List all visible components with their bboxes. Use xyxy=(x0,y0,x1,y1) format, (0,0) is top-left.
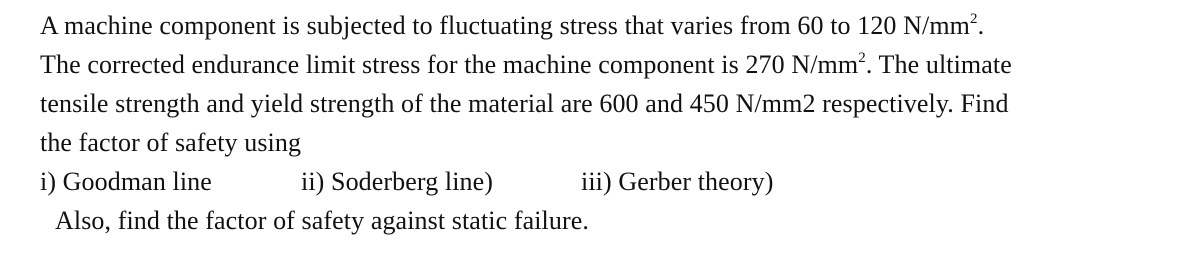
line-1-text: A machine component is subjected to fluctuating stress that varies from 60 to 120 N/mm xyxy=(40,11,970,40)
problem-line-1 xyxy=(40,6,1190,45)
superscript-2: 2 xyxy=(858,50,866,66)
problem-line-3: tensile strength and yield strength of the material are 600 and 450 N/mm2 respectively. Find xyxy=(40,89,1009,118)
option-soderberg: ii) Soderberg line) xyxy=(301,167,494,196)
line-2-text: The corrected endurance limit stress for the machine component is 270 N/mm xyxy=(40,50,859,79)
option-gerber: iii) Gerber theory) xyxy=(581,167,774,196)
problem-line-6: Also, find the factor of safety against static failure. xyxy=(55,206,589,235)
line-1-tail: . xyxy=(977,11,985,40)
line-2-tail: . The ultimate xyxy=(865,50,1012,79)
option-goodman: i) Goodman line xyxy=(40,167,212,196)
superscript-2: 2 xyxy=(969,11,978,27)
problem-statement xyxy=(40,6,1190,240)
problem-line-2 xyxy=(40,45,1190,84)
problem-line-4: the factor of safety using xyxy=(40,128,302,157)
options-row xyxy=(40,162,1190,201)
